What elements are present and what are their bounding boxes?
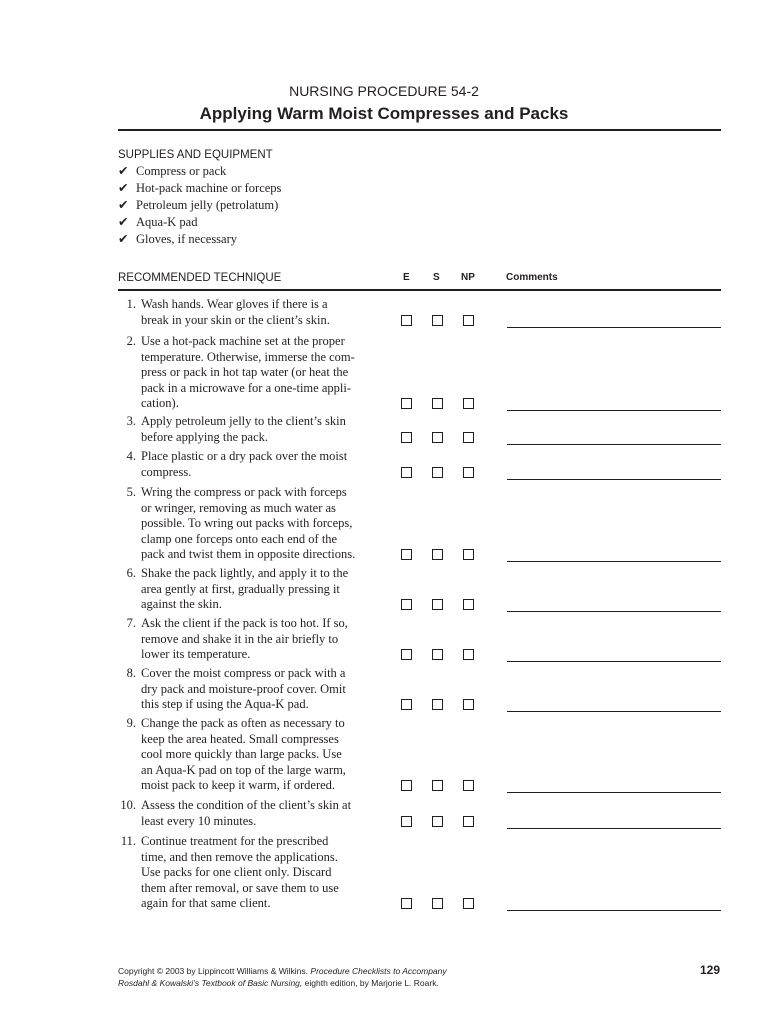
- step-text-line: moist pack to keep it warm, if ordered.: [141, 778, 336, 793]
- page-title: Applying Warm Moist Compresses and Packs: [199, 104, 569, 123]
- step-text: [141, 566, 377, 613]
- step-number: 2.: [126, 334, 136, 348]
- checkbox-s[interactable]: [432, 315, 443, 326]
- checkmark-icon: ✔: [118, 181, 129, 195]
- supply-item: [118, 197, 281, 214]
- step-text-line: them after removal, or save them to use: [141, 880, 339, 895]
- technique-divider: [118, 289, 721, 291]
- step-text-line: time, and then remove the applications.: [141, 849, 338, 864]
- checkbox-e[interactable]: [401, 315, 412, 326]
- comments-line[interactable]: [507, 479, 721, 480]
- step-text-line: Cover the moist compress or pack with a: [141, 666, 346, 680]
- checkbox-s[interactable]: [432, 467, 443, 478]
- supply-item: [118, 163, 281, 180]
- copyright-footer: [118, 965, 447, 989]
- step-text: [141, 297, 377, 328]
- step-number: 10.: [120, 798, 136, 812]
- supply-item-label: Petroleum jelly (petrolatum): [136, 198, 279, 212]
- checkbox-np[interactable]: [463, 315, 474, 326]
- step-text: [141, 485, 377, 563]
- step-text-line: compress.: [141, 464, 192, 479]
- step-text-line: Use packs for one client only. Discard: [141, 865, 332, 880]
- step-text-line: remove and shake it in the air briefly to: [141, 631, 339, 646]
- step-text-line: Assess the condition of the client’s skin at: [141, 798, 352, 812]
- step-number: 1.: [126, 297, 136, 311]
- copyright-text: Copyright © 2003 by Lippincott Williams & Wilkins.: [118, 966, 309, 976]
- checkbox-e[interactable]: [401, 549, 412, 560]
- step-text-line: Ask the client if the pack is too hot. If so,: [141, 616, 348, 630]
- column-header-e: E: [403, 272, 410, 283]
- step-text-line: this step if using the Aqua-K pad.: [141, 697, 309, 712]
- supplies-heading: SUPPLIES AND EQUIPMENT: [118, 149, 273, 161]
- checkbox-e[interactable]: [401, 816, 412, 827]
- step-text-line: dry pack and moisture-proof cover. Omit: [141, 681, 346, 696]
- step-number: 6.: [126, 566, 136, 580]
- checkbox-e[interactable]: [401, 649, 412, 660]
- step-text-line: pack and twist them in opposite directions.: [141, 547, 356, 562]
- step-text: [141, 616, 377, 663]
- step-number: 3.: [126, 414, 136, 428]
- step-text-line: before applying the pack.: [141, 429, 269, 444]
- checkbox-s[interactable]: [432, 649, 443, 660]
- book-title-line-1: Procedure Checklists to Accompany: [310, 966, 447, 976]
- comments-line[interactable]: [507, 910, 721, 911]
- step-text-line: pack in a microwave for a one-time appli-: [141, 380, 351, 395]
- procedure-label: NURSING PROCEDURE 54-2: [289, 83, 479, 99]
- checkbox-s[interactable]: [432, 699, 443, 710]
- comments-line[interactable]: [507, 611, 721, 612]
- technique-heading: RECOMMENDED TECHNIQUE: [118, 272, 282, 284]
- step-text-line: clamp one forceps onto each end of the: [141, 531, 338, 546]
- checkbox-np[interactable]: [463, 780, 474, 791]
- step-number: 8.: [126, 666, 136, 680]
- step-text-line: Use a hot-pack machine set at the proper: [141, 334, 345, 348]
- step-text-line: keep the area heated. Small compresses: [141, 731, 339, 746]
- step-number: 4.: [126, 449, 136, 463]
- page-number: 129: [700, 963, 721, 977]
- checkbox-e[interactable]: [401, 898, 412, 909]
- step-text: [141, 666, 377, 713]
- supply-item-label: Aqua-K pad: [136, 215, 198, 229]
- comments-line[interactable]: [507, 711, 721, 712]
- step-text-line: cation).: [141, 396, 179, 411]
- checkbox-np[interactable]: [463, 599, 474, 610]
- step-text-line: lower its temperature.: [141, 647, 251, 662]
- step-text-line: or wringer, removing as much water as: [141, 500, 336, 515]
- supply-item-label: Compress or pack: [136, 164, 227, 178]
- step-text-line: press or pack in hot tap water (or heat the: [141, 365, 349, 380]
- checkmark-icon: ✔: [118, 215, 129, 229]
- checkbox-s[interactable]: [432, 398, 443, 409]
- step-text-line: area gently at first, gradually pressing it: [141, 581, 340, 596]
- comments-line[interactable]: [507, 410, 721, 411]
- book-title-line-2: Rosdahl & Kowalski’s Textbook of Basic Nursing,: [118, 978, 303, 988]
- checkmark-icon: ✔: [118, 164, 129, 178]
- checkbox-e[interactable]: [401, 432, 412, 443]
- step-text-line: Apply petroleum jelly to the client’s skin: [141, 414, 346, 428]
- title-divider: [118, 129, 721, 131]
- step-text-line: least every 10 minutes.: [141, 813, 257, 828]
- comments-line[interactable]: [507, 661, 721, 662]
- checkmark-icon: ✔: [118, 232, 129, 246]
- column-header-comments: Comments: [506, 272, 558, 283]
- supply-item: [118, 231, 281, 248]
- checkbox-np[interactable]: [463, 467, 474, 478]
- column-header-np: NP: [461, 272, 475, 283]
- step-text-line: Wash hands. Wear gloves if there is a: [141, 297, 328, 311]
- step-text: [141, 449, 377, 480]
- supplies-list: [118, 163, 281, 248]
- supply-item-label: Gloves, if necessary: [136, 232, 238, 246]
- checkbox-e[interactable]: [401, 599, 412, 610]
- checkmark-icon: ✔: [118, 198, 129, 212]
- step-text-line: an Aqua-K pad on top of the large warm,: [141, 762, 346, 777]
- step-text: [141, 834, 377, 912]
- step-text: [141, 414, 377, 445]
- step-text-line: Shake the pack lightly, and apply it to the: [141, 566, 349, 580]
- step-text-line: temperature. Otherwise, immerse the com-: [141, 349, 355, 364]
- step-number: 9.: [126, 716, 136, 730]
- edition-text: eighth edition, by Marjorie L. Roark.: [304, 978, 439, 988]
- step-number: 5.: [126, 485, 136, 499]
- step-number: 7.: [126, 616, 136, 630]
- step-text: [141, 716, 377, 794]
- checkbox-e[interactable]: [401, 780, 412, 791]
- checkbox-np[interactable]: [463, 649, 474, 660]
- checkbox-s[interactable]: [432, 432, 443, 443]
- comments-line[interactable]: [507, 561, 721, 562]
- checkbox-e[interactable]: [401, 398, 412, 409]
- checkbox-np[interactable]: [463, 549, 474, 560]
- column-header-s: S: [433, 272, 440, 283]
- step-text-line: Wring the compress or pack with forceps: [141, 485, 347, 499]
- supply-item-label: Hot-pack machine or forceps: [136, 181, 282, 195]
- checkbox-s[interactable]: [432, 780, 443, 791]
- checkbox-np[interactable]: [463, 898, 474, 909]
- checkbox-s[interactable]: [432, 549, 443, 560]
- checkbox-np[interactable]: [463, 699, 474, 710]
- step-text-line: against the skin.: [141, 597, 222, 612]
- comments-line[interactable]: [507, 327, 721, 328]
- step-text: [141, 334, 377, 412]
- step-text-line: Continue treatment for the prescribed: [141, 834, 329, 848]
- checkbox-np[interactable]: [463, 816, 474, 827]
- checkbox-np[interactable]: [463, 398, 474, 409]
- step-text-line: break in your skin or the client’s skin.: [141, 312, 330, 327]
- step-text-line: cool more quickly than large packs. Use: [141, 747, 342, 762]
- comments-line[interactable]: [507, 828, 721, 829]
- supply-item: [118, 214, 281, 231]
- comments-line[interactable]: [507, 792, 721, 793]
- checkbox-e[interactable]: [401, 467, 412, 478]
- step-text-line: Change the pack as often as necessary to: [141, 716, 345, 730]
- step-number: 11.: [120, 834, 136, 848]
- checkbox-s[interactable]: [432, 898, 443, 909]
- comments-line[interactable]: [507, 444, 721, 445]
- step-text-line: Place plastic or a dry pack over the moist: [141, 449, 348, 463]
- checkbox-e[interactable]: [401, 699, 412, 710]
- supply-item: [118, 180, 281, 197]
- step-text-line: again for that same client.: [141, 896, 271, 911]
- step-text-line: possible. To wring out packs with forceps,: [141, 516, 353, 531]
- checkbox-s[interactable]: [432, 599, 443, 610]
- step-text: [141, 798, 377, 829]
- checkbox-s[interactable]: [432, 816, 443, 827]
- checkbox-np[interactable]: [463, 432, 474, 443]
